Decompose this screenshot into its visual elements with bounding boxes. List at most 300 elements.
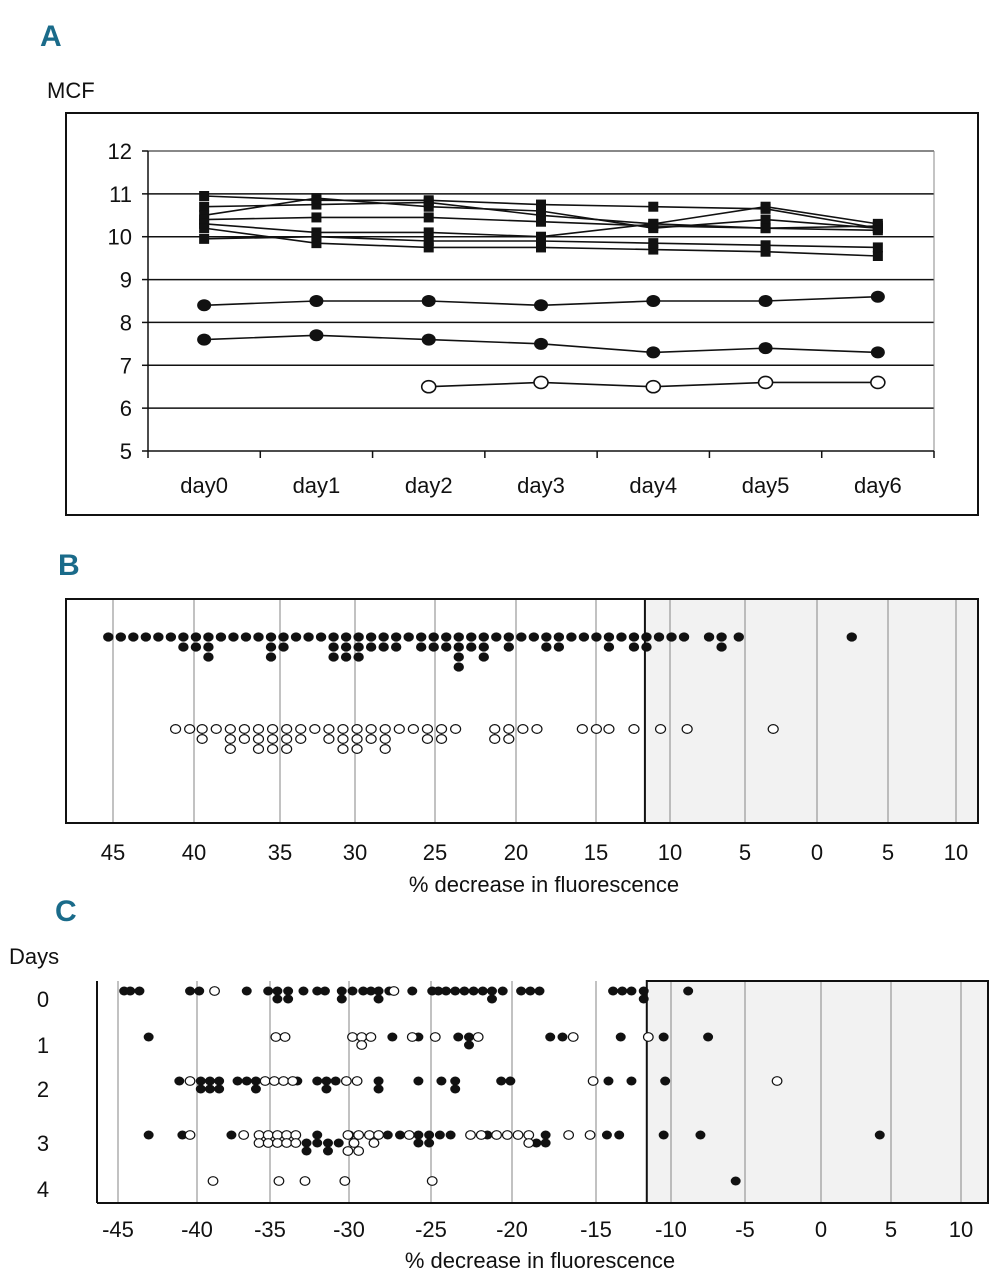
- data-point-open: [768, 725, 778, 734]
- data-point-filled: [341, 642, 351, 651]
- data-point-open: [225, 735, 235, 744]
- data-point-open: [422, 735, 432, 744]
- data-point-square: [311, 232, 321, 242]
- data-point-filled: [554, 632, 564, 641]
- data-point-filled: [541, 642, 551, 651]
- data-point-filled: [454, 662, 464, 671]
- x-tick-label: 25: [422, 840, 448, 865]
- x-tick-label: day2: [404, 473, 453, 498]
- data-point-filled: [579, 632, 589, 641]
- data-point-filled: [374, 1077, 384, 1086]
- data-point-filled: [716, 642, 726, 651]
- data-point-filled: [557, 1033, 567, 1042]
- data-point-filled: [337, 995, 347, 1004]
- data-point-open: [343, 1147, 353, 1156]
- data-point-open: [404, 1131, 414, 1140]
- x-tick-label: -15: [580, 1217, 612, 1242]
- data-point-open: [268, 725, 278, 734]
- data-point-open: [532, 725, 542, 734]
- data-point-filled: [197, 334, 211, 346]
- data-point-open: [380, 745, 390, 754]
- data-point-square: [873, 242, 883, 252]
- data-point-filled: [194, 987, 204, 996]
- data-point-filled: [214, 1077, 224, 1086]
- data-point-open: [513, 1131, 523, 1140]
- data-point-open: [291, 1131, 301, 1140]
- data-point-filled: [435, 1131, 445, 1140]
- data-point-filled: [283, 987, 293, 996]
- x-tick-label: 15: [583, 840, 609, 865]
- data-point-open: [430, 1033, 440, 1042]
- data-point-filled: [487, 987, 497, 996]
- data-point-filled: [541, 632, 551, 641]
- data-point-open: [310, 725, 320, 734]
- data-point-filled: [298, 987, 308, 996]
- data-point-open: [568, 1033, 578, 1042]
- data-point-filled: [695, 1131, 705, 1140]
- data-point-filled: [703, 1033, 713, 1042]
- data-point-filled: [504, 642, 514, 651]
- data-point-open: [282, 735, 292, 744]
- panel-c-x-axis-label: % decrease in fluorescence: [404, 1248, 676, 1273]
- data-point-open: [518, 725, 528, 734]
- data-point-filled: [734, 632, 744, 641]
- x-tick-label: -25: [415, 1217, 447, 1242]
- data-point-filled: [469, 987, 479, 996]
- data-point-filled: [302, 1147, 312, 1156]
- data-point-open: [171, 725, 181, 734]
- data-point-open: [349, 1139, 359, 1148]
- data-point-filled: [666, 632, 676, 641]
- data-point-filled: [253, 632, 263, 641]
- data-point-filled: [875, 1131, 885, 1140]
- data-point-filled: [646, 295, 660, 307]
- x-tick-label: -20: [496, 1217, 528, 1242]
- data-point-filled: [466, 632, 476, 641]
- x-tick-label: 5: [881, 840, 895, 865]
- data-point-filled: [312, 1131, 322, 1140]
- data-point-filled: [331, 1077, 341, 1086]
- data-point-filled: [251, 1085, 261, 1094]
- data-point-open: [407, 1033, 417, 1042]
- data-point-open: [564, 1131, 574, 1140]
- data-point-open: [644, 1033, 654, 1042]
- data-point-filled: [378, 642, 388, 651]
- data-point-filled: [604, 642, 614, 651]
- data-point-open: [646, 381, 660, 393]
- data-point-filled: [353, 652, 363, 661]
- data-point-filled: [203, 632, 213, 641]
- panel-c-plot: [37, 981, 988, 1242]
- data-point-square: [199, 202, 209, 212]
- data-point-open: [239, 735, 249, 744]
- shaded-region: [647, 981, 988, 1203]
- data-point-open: [260, 1077, 270, 1086]
- data-point-filled: [683, 987, 693, 996]
- data-point-square: [424, 212, 434, 222]
- data-point-open: [380, 735, 390, 744]
- data-point-open: [273, 1139, 283, 1148]
- data-point-open: [274, 1177, 284, 1186]
- data-point-filled: [309, 329, 323, 341]
- data-point-open: [340, 1177, 350, 1186]
- data-point-open: [682, 725, 692, 734]
- data-point-filled: [203, 652, 213, 661]
- data-point-open: [380, 725, 390, 734]
- data-point-open: [365, 1131, 375, 1140]
- x-tick-label: 20: [503, 840, 529, 865]
- data-point-filled: [328, 642, 338, 651]
- data-point-filled: [103, 632, 113, 641]
- data-point-filled: [453, 1033, 463, 1042]
- data-point-open: [239, 725, 249, 734]
- data-point-square: [761, 240, 771, 250]
- data-point-filled: [353, 642, 363, 651]
- data-point-open: [759, 376, 773, 388]
- data-point-filled: [321, 1085, 331, 1094]
- data-point-filled: [407, 987, 417, 996]
- data-point-filled: [228, 632, 238, 641]
- data-point-filled: [312, 1139, 322, 1148]
- data-point-filled: [321, 1077, 331, 1086]
- x-tick-label: 30: [342, 840, 368, 865]
- data-point-filled: [639, 995, 649, 1004]
- data-point-open: [263, 1131, 273, 1140]
- data-point-open: [357, 1033, 367, 1042]
- data-point-filled: [704, 632, 714, 641]
- data-point-open: [282, 1139, 292, 1148]
- data-point-filled: [441, 642, 451, 651]
- data-point-filled: [144, 1033, 154, 1042]
- data-point-filled: [348, 987, 358, 996]
- data-point-filled: [446, 1131, 456, 1140]
- data-point-open: [369, 1139, 379, 1148]
- x-tick-label: -5: [735, 1217, 755, 1242]
- data-point-filled: [191, 642, 201, 651]
- y-tick-label: 9: [119, 267, 132, 293]
- data-point-open: [408, 725, 418, 734]
- data-point-filled: [459, 987, 469, 996]
- data-point-open: [366, 725, 376, 734]
- data-point-filled: [413, 1139, 423, 1148]
- data-point-open: [352, 735, 362, 744]
- data-point-filled: [278, 642, 288, 651]
- data-point-square: [761, 215, 771, 225]
- x-tick-label: 45: [100, 840, 126, 865]
- data-point-filled: [383, 1131, 393, 1140]
- data-point-open: [338, 745, 348, 754]
- data-point-filled: [424, 1131, 434, 1140]
- data-point-open: [437, 735, 447, 744]
- data-point-filled: [871, 346, 885, 358]
- data-point-filled: [320, 987, 330, 996]
- data-point-filled: [436, 1077, 446, 1086]
- data-point-filled: [241, 632, 251, 641]
- data-point-open: [437, 725, 447, 734]
- data-point-filled: [504, 632, 514, 641]
- data-point-open: [273, 1131, 283, 1140]
- data-point-open: [490, 725, 500, 734]
- data-point-filled: [441, 987, 451, 996]
- x-tick-label: -10: [655, 1217, 687, 1242]
- data-point-filled: [328, 652, 338, 661]
- data-point-filled: [328, 632, 338, 641]
- data-point-filled: [185, 987, 195, 996]
- x-tick-label: 5: [738, 840, 752, 865]
- data-point-open: [427, 1177, 437, 1186]
- data-point-open: [374, 1131, 384, 1140]
- data-point-filled: [491, 632, 501, 641]
- data-point-filled: [283, 995, 293, 1004]
- data-point-open: [211, 725, 221, 734]
- x-tick-label: -35: [254, 1217, 286, 1242]
- data-point-filled: [614, 1131, 624, 1140]
- data-point-square: [536, 217, 546, 227]
- data-point-open: [524, 1131, 534, 1140]
- data-point-filled: [660, 1077, 670, 1086]
- data-point-filled: [422, 334, 436, 346]
- data-point-open: [282, 1131, 292, 1140]
- x-tick-label: -30: [333, 1217, 365, 1242]
- data-point-filled: [759, 342, 773, 354]
- data-point-open: [324, 725, 334, 734]
- data-point-open: [422, 725, 432, 734]
- data-point-filled: [366, 642, 376, 651]
- y-tick-label: 11: [109, 181, 132, 207]
- x-tick-label: -45: [102, 1217, 134, 1242]
- data-point-filled: [759, 295, 773, 307]
- data-point-open: [208, 1177, 218, 1186]
- data-point-filled: [454, 642, 464, 651]
- data-point-open: [270, 1077, 280, 1086]
- data-point-open: [225, 745, 235, 754]
- x-tick-label: day5: [741, 473, 790, 498]
- data-point-filled: [554, 642, 564, 651]
- data-point-filled: [616, 632, 626, 641]
- data-point-filled: [251, 1077, 261, 1086]
- data-point-open: [268, 745, 278, 754]
- data-point-filled: [545, 1033, 555, 1042]
- data-point-open: [280, 1033, 290, 1042]
- data-point-open: [279, 1077, 289, 1086]
- x-tick-label: 40: [181, 840, 207, 865]
- data-point-filled: [366, 632, 376, 641]
- data-point-filled: [226, 1131, 236, 1140]
- x-tick-label: day1: [292, 473, 341, 498]
- day-label: 3: [36, 1131, 50, 1156]
- data-point-square: [536, 206, 546, 216]
- data-point-square: [424, 202, 434, 212]
- data-point-open: [476, 1131, 486, 1140]
- x-tick-label: 0: [810, 840, 824, 865]
- data-point-filled: [272, 995, 282, 1004]
- data-point-filled: [178, 642, 188, 651]
- data-point-filled: [496, 1077, 506, 1086]
- data-point-filled: [731, 1177, 741, 1186]
- data-point-filled: [391, 632, 401, 641]
- data-point-filled: [450, 1085, 460, 1094]
- data-point-filled: [629, 632, 639, 641]
- data-point-square: [536, 236, 546, 246]
- data-point-open: [366, 735, 376, 744]
- data-point-filled: [413, 1131, 423, 1140]
- day-label: 4: [36, 1177, 50, 1202]
- data-point-square: [199, 191, 209, 201]
- data-point-filled: [541, 1131, 551, 1140]
- data-point-open: [253, 735, 263, 744]
- data-point-open: [394, 725, 404, 734]
- data-point-filled: [303, 632, 313, 641]
- y-tick-label: 6: [119, 396, 132, 422]
- data-point-open: [197, 725, 207, 734]
- data-point-filled: [263, 987, 273, 996]
- data-point-open: [490, 735, 500, 744]
- data-point-filled: [534, 299, 548, 311]
- data-point-square: [424, 227, 434, 237]
- data-point-filled: [403, 632, 413, 641]
- data-point-filled: [479, 642, 489, 651]
- data-point-filled: [616, 1033, 626, 1042]
- data-point-open: [348, 1033, 358, 1042]
- data-point-filled: [312, 1077, 322, 1086]
- data-point-filled: [316, 632, 326, 641]
- data-point-open: [338, 735, 348, 744]
- data-point-filled: [341, 652, 351, 661]
- data-point-filled: [604, 632, 614, 641]
- panel-a-y-axis-label: MCF: [47, 78, 95, 103]
- x-tick-label: day6: [853, 473, 902, 498]
- data-point-filled: [166, 632, 176, 641]
- panel-letter-b: B: [58, 549, 80, 582]
- data-point-filled: [566, 632, 576, 641]
- data-point-square: [199, 223, 209, 233]
- data-point-filled: [450, 987, 460, 996]
- data-point-open: [271, 1033, 281, 1042]
- day-label: 0: [36, 987, 50, 1012]
- data-point-open: [185, 1131, 195, 1140]
- data-point-square: [199, 234, 209, 244]
- data-point-filled: [505, 1077, 515, 1086]
- data-point-open: [254, 1139, 264, 1148]
- data-point-filled: [125, 987, 135, 996]
- data-point-open: [604, 725, 614, 734]
- panel-letter-a: A: [40, 20, 62, 53]
- data-point-open: [342, 1077, 352, 1086]
- data-point-filled: [334, 1139, 344, 1148]
- data-point-filled: [191, 632, 201, 641]
- data-point-filled: [454, 632, 464, 641]
- data-point-filled: [205, 1085, 215, 1094]
- data-point-square: [873, 251, 883, 261]
- panel-a-frame: [66, 113, 978, 515]
- day-label: 1: [36, 1033, 50, 1058]
- data-point-filled: [337, 987, 347, 996]
- x-tick-label: 10: [943, 840, 969, 865]
- data-point-filled: [626, 1077, 636, 1086]
- data-point-filled: [134, 987, 144, 996]
- data-point-open: [300, 1177, 310, 1186]
- panel-b-plot: [66, 599, 978, 865]
- data-point-filled: [646, 346, 660, 358]
- data-point-square: [311, 193, 321, 203]
- y-tick-label: 7: [119, 353, 132, 379]
- data-point-open: [288, 1077, 298, 1086]
- data-point-filled: [374, 987, 384, 996]
- data-point-open: [389, 987, 399, 996]
- y-tick-label: 12: [107, 139, 132, 164]
- data-point-filled: [197, 299, 211, 311]
- data-point-filled: [541, 1139, 551, 1148]
- data-point-filled: [353, 632, 363, 641]
- data-point-filled: [679, 632, 689, 641]
- data-point-filled: [216, 632, 226, 641]
- data-point-open: [504, 725, 514, 734]
- data-point-filled: [374, 1085, 384, 1094]
- data-point-filled: [429, 642, 439, 651]
- data-point-filled: [478, 987, 488, 996]
- data-point-filled: [525, 987, 535, 996]
- shaded-region: [645, 599, 978, 823]
- data-point-open: [772, 1077, 782, 1086]
- data-point-filled: [391, 642, 401, 651]
- data-point-filled: [659, 1033, 669, 1042]
- data-point-filled: [153, 632, 163, 641]
- data-point-open: [352, 725, 362, 734]
- data-point-square: [761, 223, 771, 233]
- data-point-open: [524, 1139, 534, 1148]
- data-point-filled: [413, 1077, 423, 1086]
- data-point-filled: [847, 632, 857, 641]
- data-point-filled: [429, 632, 439, 641]
- x-tick-label: day3: [517, 473, 565, 498]
- x-tick-label: 0: [814, 1217, 828, 1242]
- data-point-filled: [374, 995, 384, 1004]
- data-point-filled: [424, 1139, 434, 1148]
- data-point-filled: [716, 632, 726, 641]
- data-point-open: [253, 745, 263, 754]
- data-point-open: [591, 725, 601, 734]
- data-point-filled: [591, 632, 601, 641]
- panel-b-x-axis-label: % decrease in fluorescence: [408, 872, 680, 897]
- data-point-open: [422, 381, 436, 393]
- data-point-filled: [535, 987, 545, 996]
- data-point-filled: [242, 987, 252, 996]
- data-point-open: [185, 725, 195, 734]
- data-point-filled: [416, 632, 426, 641]
- data-point-open: [577, 725, 587, 734]
- data-point-filled: [266, 642, 276, 651]
- y-tick-label: 8: [119, 310, 132, 336]
- data-point-open: [492, 1131, 502, 1140]
- data-point-open: [357, 1041, 367, 1050]
- y-tick-label: 5: [119, 439, 132, 464]
- data-point-filled: [141, 632, 151, 641]
- data-point-filled: [454, 652, 464, 661]
- data-point-filled: [516, 987, 526, 996]
- data-point-filled: [214, 1085, 224, 1094]
- x-tick-label: -40: [181, 1217, 213, 1242]
- data-point-filled: [178, 632, 188, 641]
- data-point-filled: [203, 642, 213, 651]
- data-point-filled: [608, 987, 618, 996]
- data-point-open: [871, 376, 885, 388]
- data-point-filled: [617, 987, 627, 996]
- data-point-filled: [144, 1131, 154, 1140]
- data-point-filled: [378, 632, 388, 641]
- data-point-open: [210, 987, 220, 996]
- data-point-open: [585, 1131, 595, 1140]
- data-point-open: [282, 745, 292, 754]
